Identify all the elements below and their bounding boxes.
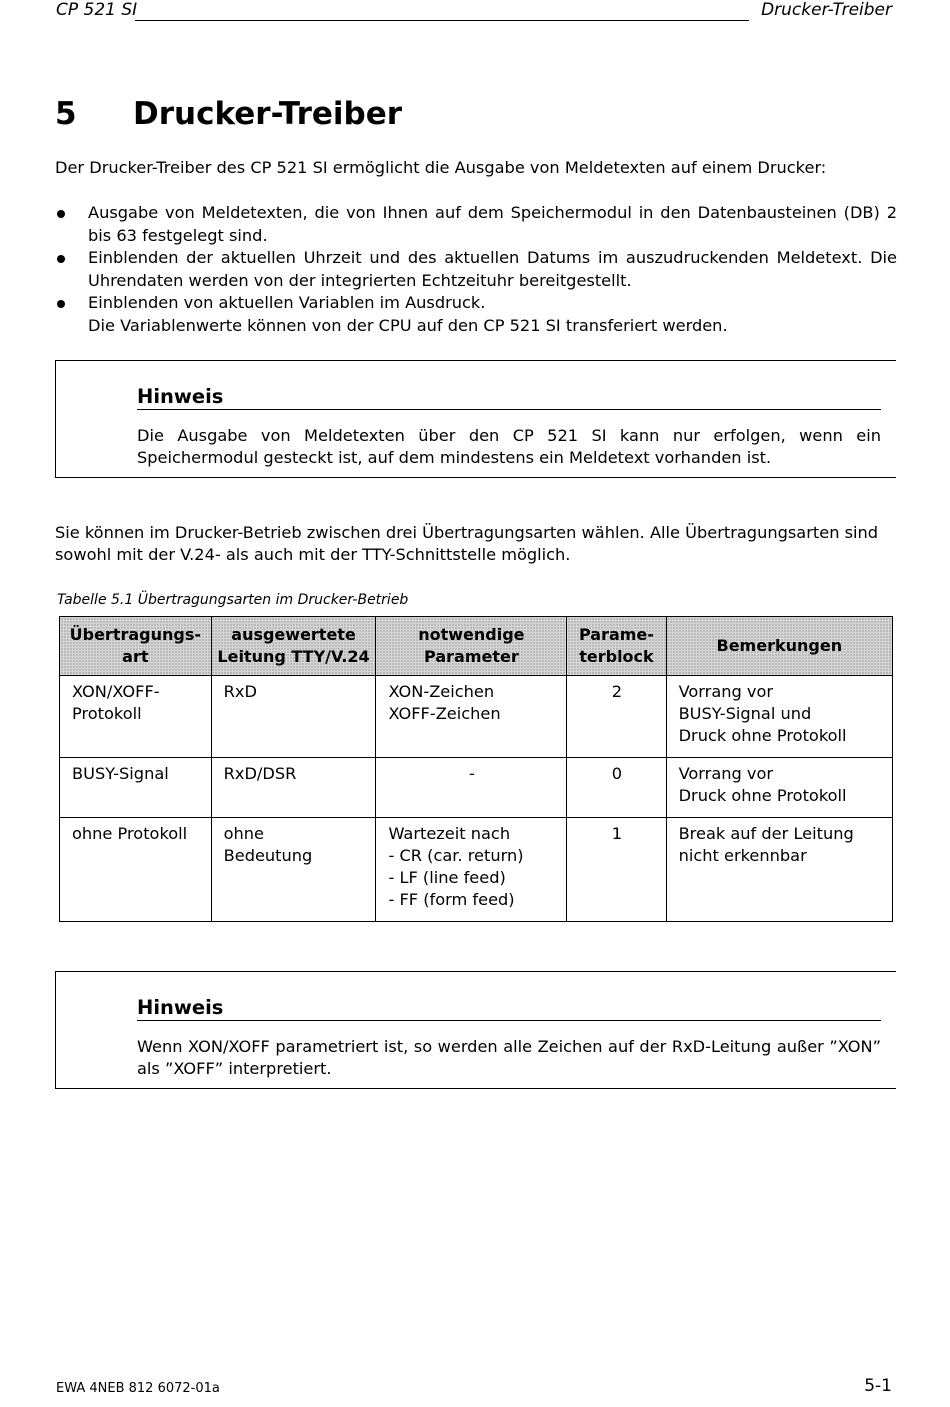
column-header-parameter: notwendige Parameter — [376, 617, 567, 676]
bullet-icon — [57, 210, 65, 218]
column-header-bemerkungen: Bemerkungen — [666, 617, 892, 676]
list-item-text: Einblenden der aktuellen Uhrzeit und des aktuellen Datums im auszudruckenden Meldetext. Die Uhrendaten werden von der integrierten Echtzeituhr bereitgestellt. — [88, 248, 897, 290]
page-number: 5-1 — [864, 1376, 892, 1396]
table-header-row — [60, 617, 893, 676]
note-text: Die Ausgabe von Meldetexten über den CP 521 SI kann nur erfolgen, wenn ein Speichermodul gesteckt ist, auf dem mindestens ein Meldetext vorhanden ist. — [137, 426, 881, 467]
table-row — [60, 758, 893, 818]
bullet-icon — [57, 300, 65, 308]
cell-bemerkungen: Break auf der Leitung nicht erkennbar — [666, 818, 892, 922]
cell-bemerkungen: Vorrang vor Druck ohne Protokoll — [666, 758, 892, 818]
cell-parameterblock: 1 — [567, 818, 666, 922]
transfer-modes-table — [59, 616, 893, 922]
cell-leitung: RxD — [211, 676, 376, 758]
table-row — [60, 676, 893, 758]
cell-parameterblock: 0 — [567, 758, 666, 818]
list-item-text: Einblenden von aktuellen Variablen im Ausdruck. — [88, 293, 486, 312]
list-item — [55, 292, 897, 337]
cell-leitung: RxD/DSR — [211, 758, 376, 818]
cell-art: BUSY-Signal — [60, 758, 212, 818]
column-header-art: Übertragungs- art — [60, 617, 212, 676]
cell-parameter: - — [376, 758, 567, 818]
cell-parameter: XON-Zeichen XOFF-Zeichen — [376, 676, 567, 758]
column-header-leitung: ausgewertete Leitung TTY/V.24 — [211, 617, 376, 676]
cell-parameterblock: 2 — [567, 676, 666, 758]
note-title: Hinweis — [137, 385, 881, 410]
cell-art: XON/XOFF- Protokoll — [60, 676, 212, 758]
list-item — [55, 247, 897, 292]
table-caption: Tabelle 5.1 Übertragungsarten im Drucker-Betrieb — [57, 592, 409, 608]
bullet-icon — [57, 255, 65, 263]
cell-art: ohne Protokoll — [60, 818, 212, 922]
note-box — [55, 360, 896, 478]
column-header-parameterblock: Parame- terblock — [567, 617, 666, 676]
running-header-right: Drucker-Treiber — [761, 0, 892, 20]
list-item — [55, 202, 897, 247]
note-title: Hinweis — [137, 996, 881, 1021]
note-box — [55, 971, 896, 1089]
cell-bemerkungen: Vorrang vor BUSY-Signal und Druck ohne Protokoll — [666, 676, 892, 758]
table-row — [60, 818, 893, 922]
header-rule — [135, 20, 749, 21]
cell-leitung: ohne Bedeutung — [211, 818, 376, 922]
transfer-modes-paragraph: Sie können im Drucker-Betrieb zwischen drei Übertragungsarten wählen. Alle Übertragungsarten sind sowohl mit der V.24- als auch mit der TTY-Schnittstelle möglich. — [55, 523, 879, 564]
running-header-left: CP 521 SI — [56, 0, 138, 20]
list-item-text: Ausgabe von Meldetexten, die von Ihnen auf dem Speichermodul in den Datenbausteinen (DB) 2 bis 63 festgelegt sind. — [88, 203, 897, 245]
intro-paragraph: Der Drucker-Treiber des CP 521 SI ermöglicht die Ausgabe von Meldetexten auf einem Drucker: — [55, 158, 827, 177]
document-number: EWA 4NEB 812 6072-01a — [56, 1381, 220, 1396]
list-item-continuation: Die Variablenwerte können von der CPU auf den CP 521 SI transferiert werden. — [88, 315, 728, 335]
cell-parameter: Wartezeit nach - CR (car. return) - LF (line feed) - FF (form feed) — [376, 818, 567, 922]
chapter-title: Drucker-Treiber — [133, 96, 403, 132]
feature-list — [55, 202, 897, 337]
chapter-number: 5 — [55, 96, 77, 132]
note-text: Wenn XON/XOFF parametriert ist, so werden alle Zeichen auf der RxD-Leitung außer ”XON” als ”XOFF” interpretiert. — [137, 1037, 881, 1078]
